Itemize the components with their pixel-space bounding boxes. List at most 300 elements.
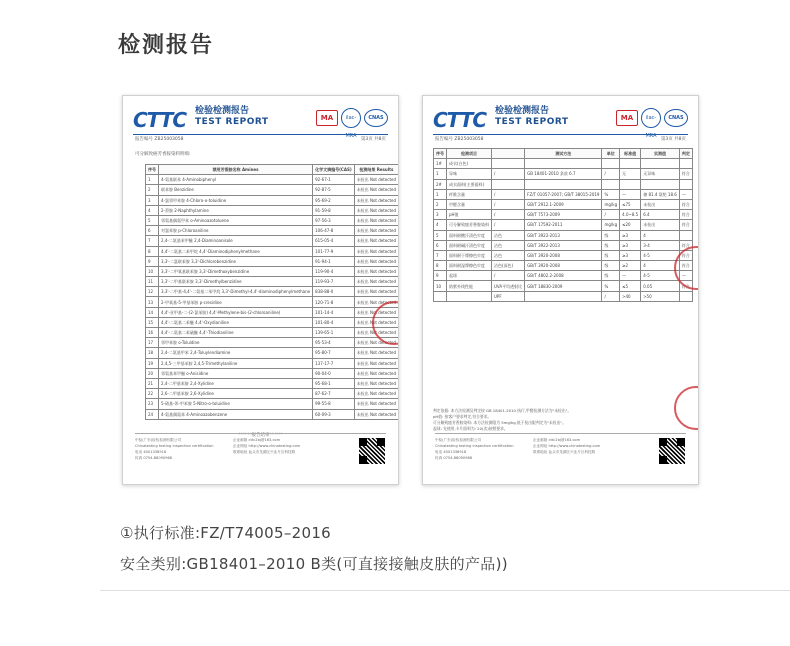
table-cell: % (602, 189, 620, 199)
table-cell: 91-59-8 (313, 205, 355, 215)
report-notes (433, 408, 688, 432)
footer-company: 中检(广东)检验检测有限公司 (435, 438, 481, 442)
table-cell: ≤20 (620, 220, 641, 230)
table-row (146, 287, 399, 297)
table-row (146, 338, 399, 348)
table-row (146, 399, 399, 409)
table-cell: mg/kg (602, 220, 620, 230)
table-cell: 未检出 Not detected (354, 389, 398, 399)
table-cell: 未检出 Not detected (354, 195, 398, 205)
table-cell: 符合 (679, 199, 692, 209)
table-cell: 级 (602, 240, 620, 250)
accreditation-marks (616, 106, 688, 139)
table-cell: — (620, 189, 641, 199)
table-row (434, 189, 693, 199)
table-cell: 106-47-8 (313, 226, 355, 236)
table-cell: 91-94-1 (313, 256, 355, 266)
table-cell: 4-氨基联苯 4-Aminobiphenyl (159, 175, 313, 185)
table-cell: 面料耐酸汗渍色牢度 (447, 230, 492, 240)
table-header-row (146, 165, 399, 175)
table-cell: 未检出 Not detected (354, 297, 398, 307)
table-cell: 101-77-9 (313, 246, 355, 256)
table-cell: 未检出 Not detected (354, 399, 398, 409)
table-cell: 未检出 Not detected (354, 328, 398, 338)
table-row (434, 179, 693, 189)
table-cell: 2,4,5-三甲基苯胺 2,4,5-Trimethylaniline (159, 358, 313, 368)
table-cell: 成衣面料(主要面料) (447, 179, 492, 189)
table-cell: 4-氯邻甲苯胺 4-Chloro-o-toluidine (159, 195, 313, 205)
table-cell: 未检出 (641, 220, 680, 230)
table-header-row (434, 149, 693, 159)
table-cell: 4-氨基偶氮苯 4-Aminoazobenzene (159, 409, 313, 419)
table-row (434, 281, 693, 291)
table-cell: 2,6-二甲基苯胺 2,6-Xylidine (159, 389, 313, 399)
table-cell: 2# (434, 179, 447, 189)
table-cell: 面料耐湿摩擦色牢度 (447, 261, 492, 271)
table-cell: 1 (146, 175, 159, 185)
table-cell: 未检出 Not detected (354, 256, 398, 266)
table-row (146, 266, 399, 276)
table-row (434, 169, 693, 179)
table-cell: 符合 (679, 281, 692, 291)
table-cell: 5-硝基-邻-甲苯胺 5-Nitro-o-toluidine (159, 399, 313, 409)
table-cell (492, 159, 525, 169)
note-line: 判定依据: 本方法检测及判定按 GB 18401-2010 执行,甲醛检测方法为"未检出"。 (433, 408, 572, 413)
footer-address: 联系地址 汕头市龙湖区兴业片区科技路 (533, 450, 596, 454)
table-cell (492, 179, 525, 189)
table-cell: 符合 (679, 240, 692, 250)
table-cell: ≥3 (620, 250, 641, 260)
table-cell: / (492, 220, 525, 230)
table-row (434, 220, 693, 230)
accreditation-marks (316, 106, 388, 139)
page-title: 检测报告 (118, 33, 215, 58)
table-cell: 3,3'-二甲基-4,4'-二氨基二苯甲烷 3,3'-Dimethyl-4,4'-diaminodiphenylmethane (159, 287, 313, 297)
table-cell: 22 (146, 389, 159, 399)
table-cell: 未检出 Not detected (354, 378, 398, 388)
footer-fax: 传真 0754-88090968 (135, 456, 173, 460)
table-cell: ≥3 (620, 230, 641, 240)
table-cell: 24 (146, 409, 159, 419)
table-cell (679, 159, 692, 169)
table-cell: 6 (146, 226, 159, 236)
table-cell: 137-17-7 (313, 358, 355, 368)
footer-address: 联系地址 汕头市龙湖区兴业片区科技路 (233, 450, 296, 454)
table-cell: 92-67-1 (313, 175, 355, 185)
table-cell: 2 (146, 185, 159, 195)
table-cell: 9 (146, 256, 159, 266)
report-footer (435, 433, 686, 468)
table-cell: 19 (146, 358, 159, 368)
table-cell: 10 (434, 281, 447, 291)
table-cell: 3 (434, 210, 447, 220)
table-cell: 4,4'-二氨基二苯硫醚 4,4'-Thiodianiline (159, 328, 313, 338)
table-row (146, 185, 399, 195)
table-cell: 棉 81.4 氨纶 18.6 (641, 189, 680, 199)
note-line: 可分解致癌芳香胺染料: 本方法检测限为 5mg/kg,低于检出限判定为"未检出"。 (433, 420, 566, 425)
report-title-en: TEST REPORT (195, 117, 269, 127)
table-cell: 符合 (679, 220, 692, 230)
table-cell: 119-93-7 (313, 277, 355, 287)
table-row (434, 250, 693, 260)
table-cell: GB/T 17592-2011 (525, 220, 602, 230)
table-cell (525, 159, 602, 169)
table-cell: 符合 (679, 169, 692, 179)
table-cell: UPF (492, 291, 525, 301)
table-cell: 9 (434, 271, 447, 281)
table-cell: 7 (434, 250, 447, 260)
footer-website: 企业网址 http://www.chinatesting.com (233, 444, 301, 448)
table-cell: 95-69-2 (313, 195, 355, 205)
table-cell: 未检出 (641, 199, 680, 209)
table-cell: 未检出 Not detected (354, 266, 398, 276)
column-header: 序号 (146, 165, 159, 175)
bottom-divider (100, 590, 790, 591)
table-cell: 13 (146, 297, 159, 307)
table-cell: 14 (146, 307, 159, 317)
table-cell: 未检出 Not detected (354, 246, 398, 256)
report-number: 报告编号 ZB25003058 (435, 137, 484, 142)
table-row (434, 240, 693, 250)
table-cell: 615-05-4 (313, 236, 355, 246)
table-cell: 面料耐干摩擦色牢度 (447, 250, 492, 260)
column-header: 判定 (679, 149, 692, 159)
table-cell: 沾色 (492, 250, 525, 260)
cnas-mark-icon: CNAS (664, 109, 688, 127)
ma-mark-icon: MA (616, 110, 638, 126)
column-header: 检测结果 Results (354, 165, 398, 175)
table-cell: 3,3'-二氯联苯胺 3,3'-Dichlorobenzidine (159, 256, 313, 266)
qr-code-icon (658, 437, 686, 465)
table-cell: 邻氨基偶氮甲苯 o-Aminoazotoluene (159, 215, 313, 225)
table-row (146, 236, 399, 246)
table-row (146, 297, 399, 307)
footer-contact-block (233, 437, 333, 455)
table-row (146, 307, 399, 317)
column-header: 序号 (434, 149, 447, 159)
table-cell: 1 (434, 169, 447, 179)
table-cell: / (492, 169, 525, 179)
report-title-en: TEST REPORT (495, 117, 569, 127)
table-row (146, 195, 399, 205)
table-row (146, 215, 399, 225)
footer-tel: 电话 4001338918 (135, 450, 167, 454)
table-cell: 未检出 Not detected (354, 307, 398, 317)
table-cell: GB/T 4802.2-2008 (525, 271, 602, 281)
table-cell: 未检出 Not detected (354, 175, 398, 185)
ilac-mark-icon: ilac-MRA (641, 108, 661, 128)
table-row (146, 368, 399, 378)
table-cell: / (492, 210, 525, 220)
ma-mark-icon: MA (316, 110, 338, 126)
table-cell: 16 (146, 328, 159, 338)
footer-email: 企业邮箱 cttc2bj@163.com (233, 438, 281, 442)
column-header: 禁用芳香胺名称 Amines (159, 165, 313, 175)
table-cell: / (602, 210, 620, 220)
table-cell: 异味 (447, 169, 492, 179)
table-cell: 2,4-二甲基苯胺 2,4-Xylidine (159, 378, 313, 388)
table-cell: 未检出 Not detected (354, 185, 398, 195)
table-row (146, 256, 399, 266)
table-cell: GB/T 3920-2008 (525, 250, 602, 260)
table-cell: 99-55-8 (313, 399, 355, 409)
table-cell: 甲醛含量 (447, 199, 492, 209)
ilac-mark-icon: ilac-MRA (341, 108, 361, 128)
table-cell: 对氯苯胺 p-Chloroaniline (159, 226, 313, 236)
table-cell: 5 (434, 230, 447, 240)
table-cell: — (679, 189, 692, 199)
table-cell: 8 (146, 246, 159, 256)
table-cell: 101-14-4 (313, 307, 355, 317)
table-cell: 4,4'-二氨基二苯醚 4,4'-Oxydianiline (159, 317, 313, 327)
report-meta (135, 136, 386, 142)
table-cell: 2-甲氧基-5-甲基苯胺 p-cresidine (159, 297, 313, 307)
table-cell: 4 (434, 220, 447, 230)
table-cell: 级 (602, 271, 620, 281)
table-row (146, 389, 399, 399)
footer-company-en: Chinatesting testing inspection certification (135, 444, 214, 448)
header-divider (133, 134, 388, 135)
table-row (146, 205, 399, 215)
table-cell: 2 (434, 199, 447, 209)
table-cell: 4-5 (641, 250, 680, 260)
report-header (433, 106, 688, 139)
table-cell: 0.05 (641, 281, 680, 291)
table-row (434, 159, 693, 169)
table-cell: 未检出 Not detected (354, 277, 398, 287)
note-line: pH值: 按客户要求判定,符合要求。 (433, 414, 492, 419)
table-cell: 17 (146, 338, 159, 348)
table-cell: GB/T 3922-2013 (525, 230, 602, 240)
table-cell: 11 (146, 277, 159, 287)
table-cell: 21 (146, 378, 159, 388)
table-cell (434, 291, 447, 301)
table-cell: 3 (146, 195, 159, 205)
report-footer (135, 433, 386, 468)
table-cell: GB 18401-2010 条款 6.7 (525, 169, 602, 179)
report-title (495, 106, 569, 128)
table-cell: 2,4-二氨基甲苯 2,4-Toluylendiamine (159, 348, 313, 358)
table-cell: 未检出 Not detected (354, 368, 398, 378)
table-cell: 4.0~8.5 (620, 210, 641, 220)
table-cell: >50 (641, 291, 680, 301)
table-cell: 级 (602, 261, 620, 271)
table-cell: 2,4-二氨基苯甲醚 2,4-Diaminoanisole (159, 236, 313, 246)
table-cell: 符合 (679, 261, 692, 271)
report-page-right (422, 95, 699, 485)
table-cell: ≤75 (620, 199, 641, 209)
table-row (434, 210, 693, 220)
table-cell: 7 (146, 236, 159, 246)
column-header: 化学文摘编号(CAS) (313, 165, 355, 175)
table-cell: 符合 (679, 210, 692, 220)
table-cell: 可分解致癌芳香胺染料 (447, 220, 492, 230)
table-cell: GB/T 7573-2009 (525, 210, 602, 220)
table-cell: 23 (146, 399, 159, 409)
table-cell: 95-68-1 (313, 378, 355, 388)
table-cell: / (492, 189, 525, 199)
table-cell (679, 291, 692, 301)
table-cell: 未检出 Not detected (354, 205, 398, 215)
table-cell: pH值 (447, 210, 492, 220)
table-cell: 符合 (679, 250, 692, 260)
report-title-cn: 检验检测报告 (195, 106, 250, 116)
report-number: 报告编号 ZB25003058 (135, 137, 184, 142)
table-cell: 起球 (447, 271, 492, 281)
table-cell: ≥3 (620, 240, 641, 250)
table-row (146, 175, 399, 185)
footer-company-en: Chinatesting testing inspection certification (435, 444, 514, 448)
table-cell (641, 159, 680, 169)
column-header: 检测项目 (447, 149, 492, 159)
table-cell: 12 (146, 287, 159, 297)
table-cell: 沾色 (492, 240, 525, 250)
footer-fax: 传真 0754-88090968 (435, 456, 473, 460)
table-cell: 18 (146, 348, 159, 358)
footer-contact-block (533, 437, 633, 455)
footer-tel: 电话 4001338918 (435, 450, 467, 454)
table-cell: 4 (146, 205, 159, 215)
table-cell: 沾色 (492, 230, 525, 240)
note-line: 起球: 先使用,卡片面料为: 20(次)按照要求。 (433, 426, 508, 431)
table-cell: 92-87-5 (313, 185, 355, 195)
table-cell: 139-65-1 (313, 328, 355, 338)
table-cell: 101-80-4 (313, 317, 355, 327)
table-row (146, 246, 399, 256)
table-cell: 4 (641, 261, 680, 271)
column-header: 实测值 (641, 149, 680, 159)
table-cell: 邻甲苯胺 o-Toluidine (159, 338, 313, 348)
table-cell: 无异味 (641, 169, 680, 179)
footer-company: 中检(广东)检验检测有限公司 (135, 438, 181, 442)
table-cell (447, 291, 492, 301)
table-cell: 90-04-0 (313, 368, 355, 378)
table-cell: / (492, 271, 525, 281)
report-header (133, 106, 388, 139)
table-cell: 95-80-7 (313, 348, 355, 358)
footer-company-block (135, 437, 225, 461)
table-cell: GB/T 18830-2009 (525, 281, 602, 291)
table-cell: 1 (434, 189, 447, 199)
table-cell: 4,4'-亚甲基-二-(2-氯苯胺) 4,4'-Methylene-bis-(2-chloroaniline) (159, 307, 313, 317)
table-cell: 4,4'-二氨基二苯甲烷 4,4'-Diaminodiphenylmethane (159, 246, 313, 256)
table-cell: 2-萘胺 2-Naphthylamine (159, 205, 313, 215)
table-cell: 4 (641, 230, 680, 240)
table-cell (679, 230, 692, 240)
table-cell (602, 159, 620, 169)
table-cell: % (602, 281, 620, 291)
table-cell: 60-09-3 (313, 409, 355, 419)
table-cell: 成衣(白色) (447, 159, 492, 169)
table-cell: 未检出 Not detected (354, 226, 398, 236)
table-cell: 级 (602, 250, 620, 260)
table-row (434, 261, 693, 271)
table-cell: 防紫外线性能 (447, 281, 492, 291)
table-cell (525, 291, 602, 301)
table-cell: 级 (602, 230, 620, 240)
table-cell: 无 (620, 169, 641, 179)
table-cell: >40 (620, 291, 641, 301)
table-row (434, 230, 693, 240)
table-cell: 3-4 (641, 240, 680, 250)
table-cell: 未检出 Not detected (354, 287, 398, 297)
table-cell: 邻氨基苯甲醚 o-Anisidine (159, 368, 313, 378)
column-header: 测试方法 (525, 149, 602, 159)
qr-code-icon (358, 437, 386, 465)
table-cell: GB/T 3920-2008 (525, 261, 602, 271)
table-cell: GB/T 3922-2013 (525, 240, 602, 250)
table-row (434, 291, 693, 301)
table-cell: ≥2 (620, 261, 641, 271)
table-cell: 87-62-7 (313, 389, 355, 399)
table-cell: / (602, 169, 620, 179)
table-cell: 120-71-8 (313, 297, 355, 307)
table-cell: 6 (434, 240, 447, 250)
table-cell: 未检出 Not detected (354, 317, 398, 327)
table-cell: 5 (146, 215, 159, 225)
table-cell: 未检出 Not detected (354, 338, 398, 348)
table-cell: 3,3'-二甲基联苯胺 3,3'-Dimethylbenzidine (159, 277, 313, 287)
table-row (434, 271, 693, 281)
column-header (492, 149, 525, 159)
table-cell: 10 (146, 266, 159, 276)
table-cell: 15 (146, 317, 159, 327)
table-cell: 未检出 Not detected (354, 409, 398, 419)
table-cell (620, 179, 641, 189)
table-cell: 838-88-0 (313, 287, 355, 297)
table-cell: mg/kg (602, 199, 620, 209)
table-cell: — (620, 271, 641, 281)
report-title (195, 106, 269, 128)
table-cell: 8 (434, 261, 447, 271)
table-cell: 97-56-3 (313, 215, 355, 225)
table-row (146, 378, 399, 388)
report-page-left (122, 95, 399, 485)
table-cell (525, 179, 602, 189)
cttc-logo: CTTC (433, 108, 487, 132)
report-title-cn: 检验检测报告 (495, 106, 550, 116)
table-row (146, 328, 399, 338)
footer-email: 企业邮箱 cttc2bj@163.com (533, 438, 581, 442)
table-cell: 未检出 Not detected (354, 348, 398, 358)
header-divider (433, 134, 688, 135)
table-cell: 6.4 (641, 210, 680, 220)
table-cell: 沾色(深色) (492, 261, 525, 271)
table-row (146, 358, 399, 368)
table-cell: 119-90-4 (313, 266, 355, 276)
table-cell: 1# (434, 159, 447, 169)
report-end-note: ******报告结束****** (238, 433, 283, 438)
table-cell: 未检出 Not detected (354, 236, 398, 246)
table-cell: UVA平均透射比 (492, 281, 525, 291)
table-row (146, 409, 399, 419)
table-cell: 95-53-4 (313, 338, 355, 348)
table-cell (620, 159, 641, 169)
cnas-mark-icon: CNAS (364, 109, 388, 127)
table-cell: 4-5 (641, 271, 680, 281)
table-cell: ≤5 (620, 281, 641, 291)
table-cell: 纤维含量 (447, 189, 492, 199)
table-cell: 20 (146, 368, 159, 378)
table-cell: — (679, 271, 692, 281)
table-cell: FZ/T 01057-2007; GB/T 38015-2019 (525, 189, 602, 199)
table-row (146, 277, 399, 287)
column-header: 单位 (602, 149, 620, 159)
table-cell: GB/T 2912.1-2009 (525, 199, 602, 209)
table-row (146, 317, 399, 327)
standard-info: ①执行标准:FZ/T74005–2016 (120, 524, 332, 542)
table-cell: 3,3'-二甲氧基联苯胺 3,3'-Dimethoxybenzidine (159, 266, 313, 276)
